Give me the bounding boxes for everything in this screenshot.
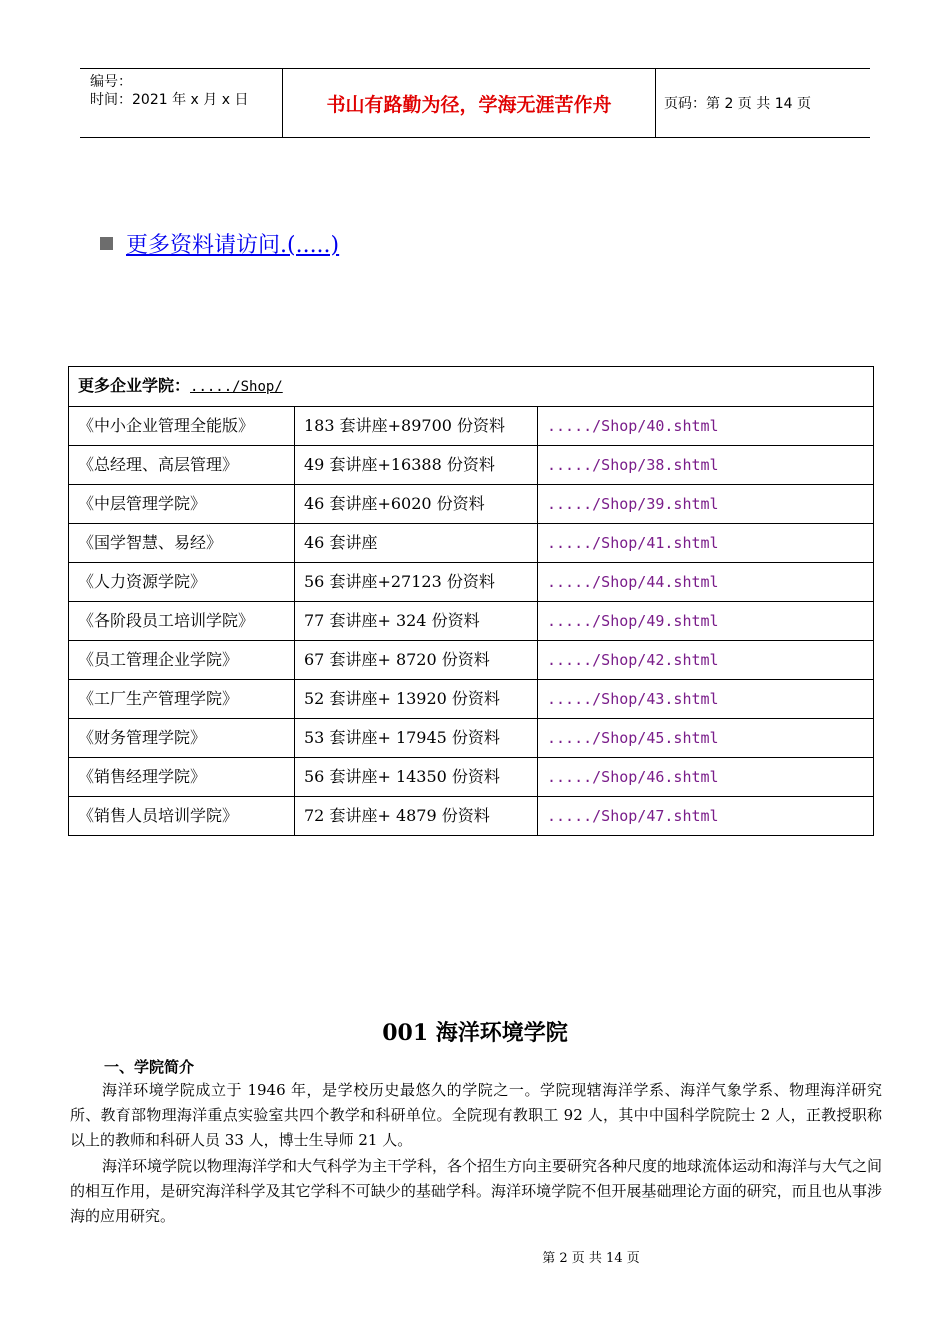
academy-url[interactable]: ...../Shop/45.shtml: [538, 719, 874, 758]
table-header-label: 更多企业学院：: [78, 376, 191, 395]
table-row: [69, 797, 874, 836]
academy-url[interactable]: ...../Shop/42.shtml: [538, 641, 874, 680]
page-header: [80, 68, 870, 138]
academy-desc: 56 套讲座+ 14350 份资料: [295, 758, 538, 797]
header-divider: [655, 69, 656, 137]
article-paragraph: 海洋环境学院以物理海洋学和大气科学为主干学科，各个招生方向主要研究各种尺度的地球流体运动和海洋与大气之间的相互作用，是研究海洋科学及其它学科不可缺少的基础学科。海洋环境学院不但开展基础理论方面的研究，而且也从事涉海的应用研究。: [70, 1157, 883, 1225]
header-page-info: 页码：第 2 页 共 14 页: [664, 96, 811, 112]
article-title: 001 海洋环境学院: [382, 1020, 568, 1046]
academy-desc: 183 套讲座+89700 份资料: [295, 407, 538, 446]
academy-url[interactable]: ...../Shop/49.shtml: [538, 602, 874, 641]
table-row: [69, 524, 874, 563]
academy-name: 《中小企业管理全能版》: [69, 407, 295, 446]
academy-table: [68, 366, 874, 836]
academy-desc: 46 套讲座+6020 份资料: [295, 485, 538, 524]
table-header-link[interactable]: ...../Shop/: [190, 379, 283, 395]
article-paragraph: 海洋环境学院成立于 1946 年，是学校历史最悠久的学院之一。学院现辖海洋学系、海洋气象学系、物理海洋研究所、教育部物理海洋重点实验室共四个教学和科研单位。全院现有教职工 92 人，其中中国科学院院士 2 人，正教授职称以上的教师和科研人员 33 人，博士生导师 21 人。: [70, 1081, 882, 1149]
academy-name: 《国学智慧、易经》: [69, 524, 295, 563]
footer-page-number: 第 2 页 共 14 页: [542, 1251, 640, 1266]
table-row: [69, 719, 874, 758]
academy-desc: 46 套讲座: [295, 524, 538, 563]
doc-number-label: 编号：: [90, 74, 132, 90]
page-footer: [0, 1247, 950, 1266]
academy-name: 《中层管理学院》: [69, 485, 295, 524]
academy-desc: 67 套讲座+ 8720 份资料: [295, 641, 538, 680]
table-header-row: [69, 367, 874, 407]
table-row: [69, 680, 874, 719]
table-row: [69, 602, 874, 641]
header-meta: [80, 69, 282, 137]
academy-name: 《各阶段员工培训学院》: [69, 602, 295, 641]
academy-desc: 77 套讲座+ 324 份资料: [295, 602, 538, 641]
doc-time-label: 时间：2021 年 x 月 x 日: [90, 92, 249, 108]
academy-desc: 56 套讲座+27123 份资料: [295, 563, 538, 602]
more-resources-line: [100, 228, 339, 259]
academy-desc: 49 套讲座+16388 份资料: [295, 446, 538, 485]
academy-name: 《人力资源学院》: [69, 563, 295, 602]
academy-name: 《总经理、高层管理》: [69, 446, 295, 485]
academy-url[interactable]: ...../Shop/44.shtml: [538, 563, 874, 602]
table-row: [69, 407, 874, 446]
section-heading: 一、学院简介: [104, 1058, 195, 1076]
academy-url[interactable]: ...../Shop/43.shtml: [538, 680, 874, 719]
academy-name: 《工厂生产管理学院》: [69, 680, 295, 719]
academy-desc: 53 套讲座+ 17945 份资料: [295, 719, 538, 758]
table-row: [69, 485, 874, 524]
table-row: [69, 641, 874, 680]
header-motto: 书山有路勤为径，学海无涯苦作舟: [326, 93, 612, 116]
more-resources-link[interactable]: 更多资料请访问.(.....): [126, 233, 340, 258]
academy-url[interactable]: ...../Shop/47.shtml: [538, 797, 874, 836]
academy-url[interactable]: ...../Shop/46.shtml: [538, 758, 874, 797]
academy-name: 《财务管理学院》: [69, 719, 295, 758]
table-row: [69, 563, 874, 602]
table-row: [69, 758, 874, 797]
academy-desc: 72 套讲座+ 4879 份资料: [295, 797, 538, 836]
academy-url[interactable]: ...../Shop/41.shtml: [538, 524, 874, 563]
table-row: [69, 446, 874, 485]
table-header-cell: [69, 367, 874, 407]
academy-url[interactable]: ...../Shop/40.shtml: [538, 407, 874, 446]
academy-name: 《员工管理企业学院》: [69, 641, 295, 680]
square-bullet-icon: [100, 237, 113, 250]
academy-desc: 52 套讲座+ 13920 份资料: [295, 680, 538, 719]
academy-name: 《销售经理学院》: [69, 758, 295, 797]
academy-url[interactable]: ...../Shop/39.shtml: [538, 485, 874, 524]
academy-url[interactable]: ...../Shop/38.shtml: [538, 446, 874, 485]
academy-name: 《销售人员培训学院》: [69, 797, 295, 836]
